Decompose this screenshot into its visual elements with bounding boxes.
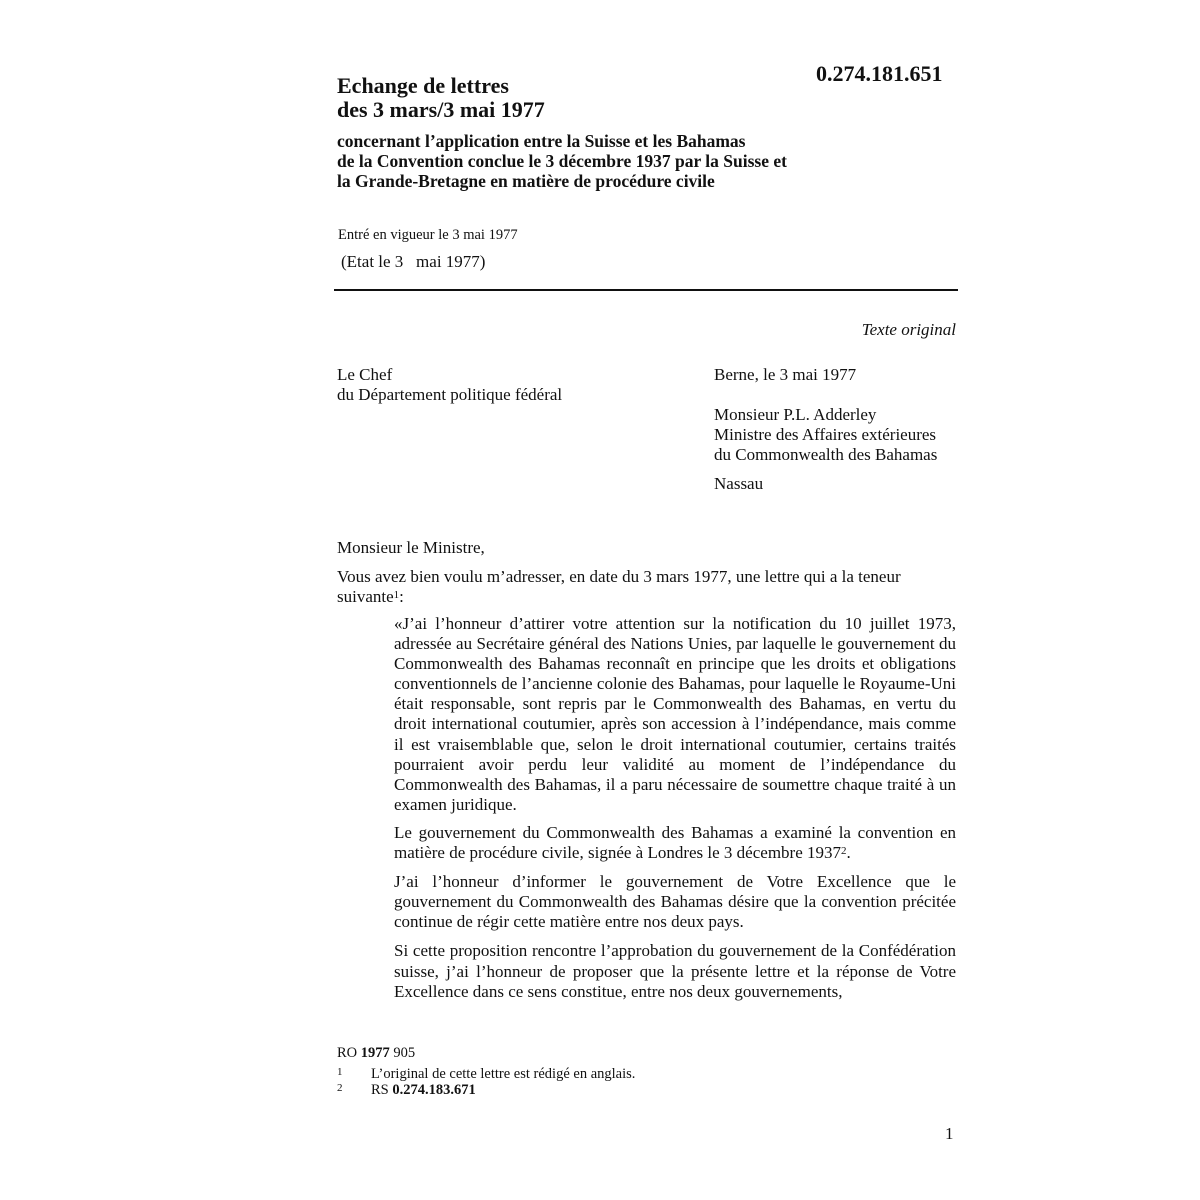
header-divider bbox=[334, 289, 958, 291]
original-text-label: Texte original bbox=[861, 320, 956, 339]
subtitle-line: la Grande-Bretagne en matière de procédure civile bbox=[337, 171, 715, 191]
document-subtitle bbox=[337, 131, 787, 191]
ro-year: 1977 bbox=[360, 1045, 390, 1061]
footnote bbox=[337, 1080, 737, 1098]
subtitle-line: concernant l’application entre la Suisse et les Bahamas bbox=[337, 131, 746, 151]
document-title bbox=[337, 74, 545, 122]
title-line: Echange de lettres bbox=[337, 73, 509, 98]
ro-page: 905 bbox=[389, 1045, 416, 1061]
footnote-ref: 2 bbox=[841, 845, 847, 858]
quote-paragraph: «J’ai l’honneur d’attirer votre attention sur la notification du 10 juillet 1973, adressée au Secrétaire général des Nations Unies, par laquelle le gouvernement du Commonwealth des Bahamas reconnaît en principe que les droits et obligations conventionnels de l’ancienne colonie des Bahamas, pour laquelle le Royaume-Uni était responsable, sont repris par le Commonwealth des Bahamas, en vertu du droit international coutumier, après son accession à l’indépendance, mais comme il est vraisemblable que, selon le droit international coutumier, certains traités pourraient avoir perdu leur validité au moment de l’indépendance du Commonwealth des Bahamas, il a paru nécessaire de soumettre chaque traité à un examen juridique. bbox=[394, 614, 956, 814]
quote-paragraph: J’ai l’honneur d’informer le gouvernement de Votre Excellence que le gouvernement du Commonwealth des Bahamas désire que la convention précitée continue de régir cette matière entre nos deux pays. bbox=[394, 872, 956, 932]
entry-into-force: Entré en vigueur le 3 mai 1977 bbox=[338, 227, 518, 243]
quote-paragraph bbox=[394, 823, 956, 863]
recipient-city: Nassau bbox=[714, 474, 764, 493]
footnote-text: RS bbox=[371, 1082, 393, 1098]
recipient-line: Monsieur P.L. Adderley bbox=[714, 405, 877, 424]
recipient-line: Ministre des Affaires extérieures bbox=[714, 425, 937, 444]
ro-prefix: RO bbox=[337, 1045, 361, 1061]
intro-text: Vous avez bien voulu m’adresser, en date du 3 mars 1977, une lettre qui a la teneur suivante bbox=[337, 567, 901, 606]
footnote-bold-text: 0.274.183.671 bbox=[392, 1082, 476, 1098]
quote-paragraph-end: . bbox=[846, 843, 851, 863]
title-line: des 3 mars/3 mai 1977 bbox=[337, 97, 545, 122]
official-compilation-reference bbox=[337, 1044, 415, 1062]
footnote-ref: 1 bbox=[393, 589, 400, 601]
quoted-letter bbox=[394, 614, 956, 1011]
quote-paragraph: Si cette proposition rencontre l’approbation du gouvernement de la Confédération suisse, j’ai l’honneur de proposer que la présente lettre et la réponse de Votre Excellence dans ce sens constitue, entre nos deux gouvernements, bbox=[394, 941, 956, 1001]
systematic-reference-number: 0.274.181.651 bbox=[816, 61, 943, 86]
subtitle-line: de la Convention conclue le 3 décembre 1937 par la Suisse et bbox=[337, 151, 787, 171]
quote-paragraph-text: Le gouvernement du Commonwealth des Bahamas a examiné la convention en matière de procédure civile, signée à Londres le 3 décembre 1937 bbox=[394, 822, 956, 863]
sender-block bbox=[337, 365, 562, 405]
recipient-block bbox=[714, 405, 937, 465]
footnote-number: 1 bbox=[337, 1066, 343, 1078]
footnote-number: 2 bbox=[337, 1082, 343, 1094]
state-date: (Etat le 3 mai 1977) bbox=[341, 252, 486, 271]
letter-intro bbox=[337, 567, 957, 607]
salutation: Monsieur le Ministre, bbox=[337, 538, 485, 557]
sender-line: Le Chef bbox=[337, 365, 393, 384]
date-place: Berne, le 3 mai 1977 bbox=[714, 365, 857, 384]
page-number: 1 bbox=[945, 1124, 954, 1143]
footnote-text: L’original de cette lettre est rédigé en anglais. bbox=[371, 1066, 636, 1082]
intro-text-end: : bbox=[399, 587, 404, 606]
sender-line: du Département politique fédéral bbox=[337, 385, 563, 404]
recipient-line: du Commonwealth des Bahamas bbox=[714, 445, 938, 464]
